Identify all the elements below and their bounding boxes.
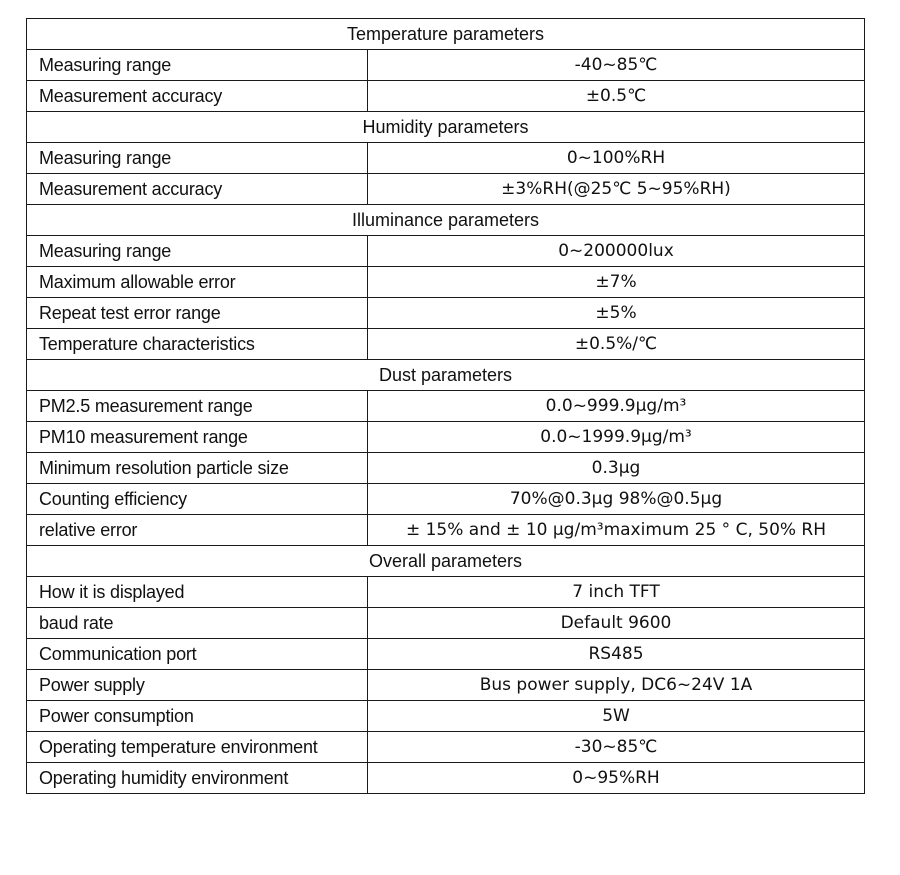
table-row xyxy=(27,50,865,81)
row-label: Power consumption xyxy=(27,701,368,732)
row-label: Maximum allowable error xyxy=(27,267,368,298)
section-title-dust: Dust parameters xyxy=(27,360,865,391)
row-value: 0.0~1999.9μg/m³ xyxy=(368,422,865,453)
table-row xyxy=(27,453,865,484)
row-value: ±0.5%/℃ xyxy=(368,329,865,360)
row-label: PM10 measurement range xyxy=(27,422,368,453)
row-label: Operating temperature environment xyxy=(27,732,368,763)
row-label: How it is displayed xyxy=(27,577,368,608)
row-value: 0.0~999.9μg/m³ xyxy=(368,391,865,422)
table-row xyxy=(27,701,865,732)
row-label: Temperature characteristics xyxy=(27,329,368,360)
row-value: Bus power supply, DC6~24V 1A xyxy=(368,670,865,701)
section-header-row xyxy=(27,19,865,50)
section-header-row xyxy=(27,205,865,236)
row-label: relative error xyxy=(27,515,368,546)
spec-table xyxy=(26,18,865,794)
table-row xyxy=(27,732,865,763)
row-label: Counting efficiency xyxy=(27,484,368,515)
row-label: Measurement accuracy xyxy=(27,174,368,205)
row-value: 0.3μg xyxy=(368,453,865,484)
table-row xyxy=(27,143,865,174)
row-value: Default 9600 xyxy=(368,608,865,639)
table-row xyxy=(27,174,865,205)
table-row xyxy=(27,639,865,670)
table-row xyxy=(27,484,865,515)
row-value: -30~85℃ xyxy=(368,732,865,763)
section-header-row xyxy=(27,112,865,143)
table-row xyxy=(27,422,865,453)
row-value: 7 inch TFT xyxy=(368,577,865,608)
section-title-illuminance: Illuminance parameters xyxy=(27,205,865,236)
row-label: Measuring range xyxy=(27,143,368,174)
row-label: baud rate xyxy=(27,608,368,639)
section-title-temperature: Temperature parameters xyxy=(27,19,865,50)
row-label: Communication port xyxy=(27,639,368,670)
table-row xyxy=(27,763,865,794)
table-row xyxy=(27,515,865,546)
row-value: ±0.5℃ xyxy=(368,81,865,112)
table-row xyxy=(27,267,865,298)
row-label: Measuring range xyxy=(27,236,368,267)
row-label: Repeat test error range xyxy=(27,298,368,329)
row-value: ± 15% and ± 10 μg/m³maximum 25 ° C, 50% RH xyxy=(368,515,865,546)
row-value: 0~200000lux xyxy=(368,236,865,267)
table-row xyxy=(27,81,865,112)
table-row xyxy=(27,577,865,608)
row-label: Measuring range xyxy=(27,50,368,81)
section-title-humidity: Humidity parameters xyxy=(27,112,865,143)
row-value: -40~85℃ xyxy=(368,50,865,81)
row-value: 5W xyxy=(368,701,865,732)
table-row xyxy=(27,298,865,329)
table-row xyxy=(27,608,865,639)
table-row xyxy=(27,236,865,267)
table-row xyxy=(27,670,865,701)
row-value: ±3%RH(@25℃ 5~95%RH) xyxy=(368,174,865,205)
row-value: 70%@0.3μg 98%@0.5μg xyxy=(368,484,865,515)
row-label: Power supply xyxy=(27,670,368,701)
row-value: ±5% xyxy=(368,298,865,329)
section-title-overall: Overall parameters xyxy=(27,546,865,577)
table-row xyxy=(27,329,865,360)
row-label: PM2.5 measurement range xyxy=(27,391,368,422)
row-label: Measurement accuracy xyxy=(27,81,368,112)
row-value: 0~95%RH xyxy=(368,763,865,794)
row-label: Minimum resolution particle size xyxy=(27,453,368,484)
table-row xyxy=(27,391,865,422)
row-value: 0~100%RH xyxy=(368,143,865,174)
row-label: Operating humidity environment xyxy=(27,763,368,794)
row-value: RS485 xyxy=(368,639,865,670)
section-header-row xyxy=(27,546,865,577)
row-value: ±7% xyxy=(368,267,865,298)
section-header-row xyxy=(27,360,865,391)
